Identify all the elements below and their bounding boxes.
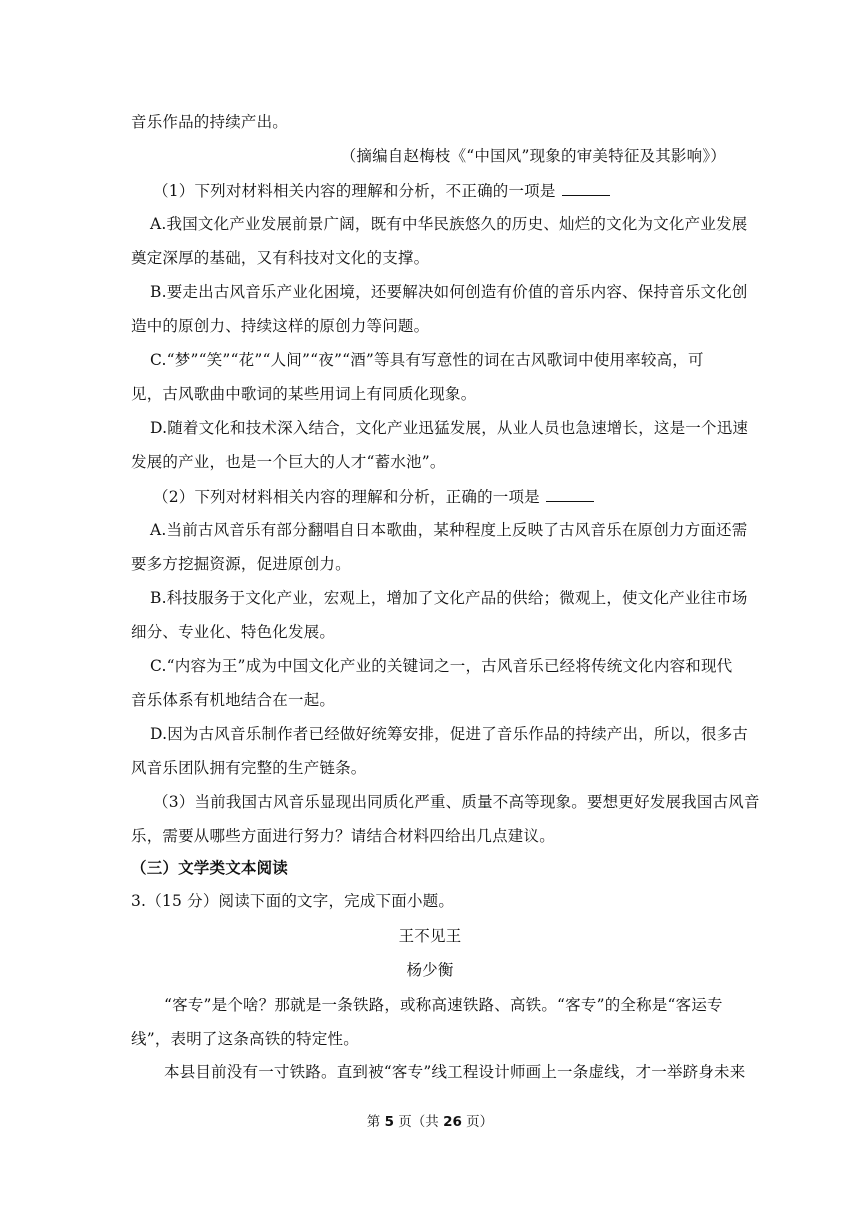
question-3-line: 乐，需要从哪些方面进行努力？请结合材料四给出几点建议。 bbox=[131, 827, 555, 845]
footer-middle: 页（共 bbox=[394, 1114, 444, 1130]
option-d-line: D.随着文化和技术深入结合，文化产业迅猛发展，从业人员也急速增长，这是一个迅速 bbox=[150, 419, 749, 437]
option-c-line: 音乐体系有机地结合在一起。 bbox=[131, 691, 336, 709]
question-3-stem: （3）当前我国古风音乐显现出同质化严重、质量不高等现象。要想更好发展我国古风音 bbox=[153, 793, 760, 811]
footer-total-pages: 26 bbox=[443, 1114, 462, 1130]
option-b-line: B.科技服务于文化产业，宏观上，增加了文化产品的供给；微观上，使文化产业往市场 bbox=[150, 589, 748, 607]
footer-prefix: 第 bbox=[366, 1114, 385, 1130]
option-d-line: 风音乐团队拥有完整的生产链条。 bbox=[131, 759, 367, 777]
option-a-line: A.我国文化产业发展前景广阔，既有中华民族悠久的历史、灿烂的文化为文化产业发展 bbox=[150, 215, 748, 233]
answer-blank bbox=[562, 180, 610, 196]
story-author: 杨少衡 bbox=[406, 961, 454, 979]
story-title: 王不见王 bbox=[398, 927, 462, 945]
question-1-stem bbox=[153, 180, 610, 201]
story-paragraph-line: 线”，表明了这条高铁的特定性。 bbox=[131, 1030, 359, 1048]
story-paragraph-line: 本县目前没有一寸铁路。直到被“客专”线工程设计师画上一条虚线，才一举跻身未来 bbox=[164, 1063, 746, 1081]
option-b-line: 造中的原创力、持续这样的原创力等问题。 bbox=[131, 317, 430, 335]
footer-page-number: 5 bbox=[384, 1114, 394, 1130]
source-citation: （摘编自赵梅枝《“中国风”现象的审美特征及其影响》） bbox=[340, 147, 726, 165]
option-c-line: C.“内容为王”成为中国文化产业的关键词之一，古风音乐已经将传统文化内容和现代 bbox=[150, 657, 733, 675]
option-c-line: 见，古风歌曲中歌词的某些用词上有同质化现象。 bbox=[131, 385, 477, 403]
footer-suffix: 页） bbox=[461, 1114, 494, 1130]
question-1-text: （1）下列对材料相关内容的理解和分析，不正确的一项是 bbox=[153, 182, 556, 200]
option-d-line: D.因为古风音乐制作者已经做好统筹安排，促进了音乐作品的持续产出，所以，很多古 bbox=[150, 725, 749, 743]
section-heading: （三）文学类文本阅读 bbox=[131, 859, 289, 877]
question-3-intro: 3.（15 分）阅读下面的文字，完成下面小题。 bbox=[131, 892, 455, 910]
option-d-line: 发展的产业，也是一个巨大的人才“蓄水池”。 bbox=[131, 453, 446, 471]
question-2-stem bbox=[153, 486, 594, 507]
option-b-line: 细分、专业化、特色化发展。 bbox=[131, 623, 336, 641]
page-footer bbox=[0, 1110, 860, 1130]
option-c-line: C.“梦”“笑”“花”“人间”“夜”“酒”等具有写意性的词在古风歌词中使用率较高，可 bbox=[150, 351, 704, 369]
option-a-line: A.当前古风音乐有部分翻唱自日本歌曲，某种程度上反映了古风音乐在原创力方面还需 bbox=[150, 521, 748, 539]
option-a-line: 奠定深厚的基础，又有科技对文化的支撑。 bbox=[131, 249, 430, 267]
paragraph-line: 音乐作品的持续产出。 bbox=[131, 113, 289, 131]
option-a-line: 要多方挖掘资源，促进原创力。 bbox=[131, 555, 351, 573]
option-b-line: B.要走出古风音乐产业化困境，还要解决如何创造有价值的音乐内容、保持音乐文化创 bbox=[150, 283, 748, 301]
answer-blank bbox=[546, 486, 594, 502]
question-2-text: （2）下列对材料相关内容的理解和分析，正确的一项是 bbox=[153, 488, 540, 506]
story-paragraph-line: “客专”是个啥？那就是一条铁路，或称高速铁路、高铁。“客专”的全称是“客运专 bbox=[164, 996, 723, 1014]
